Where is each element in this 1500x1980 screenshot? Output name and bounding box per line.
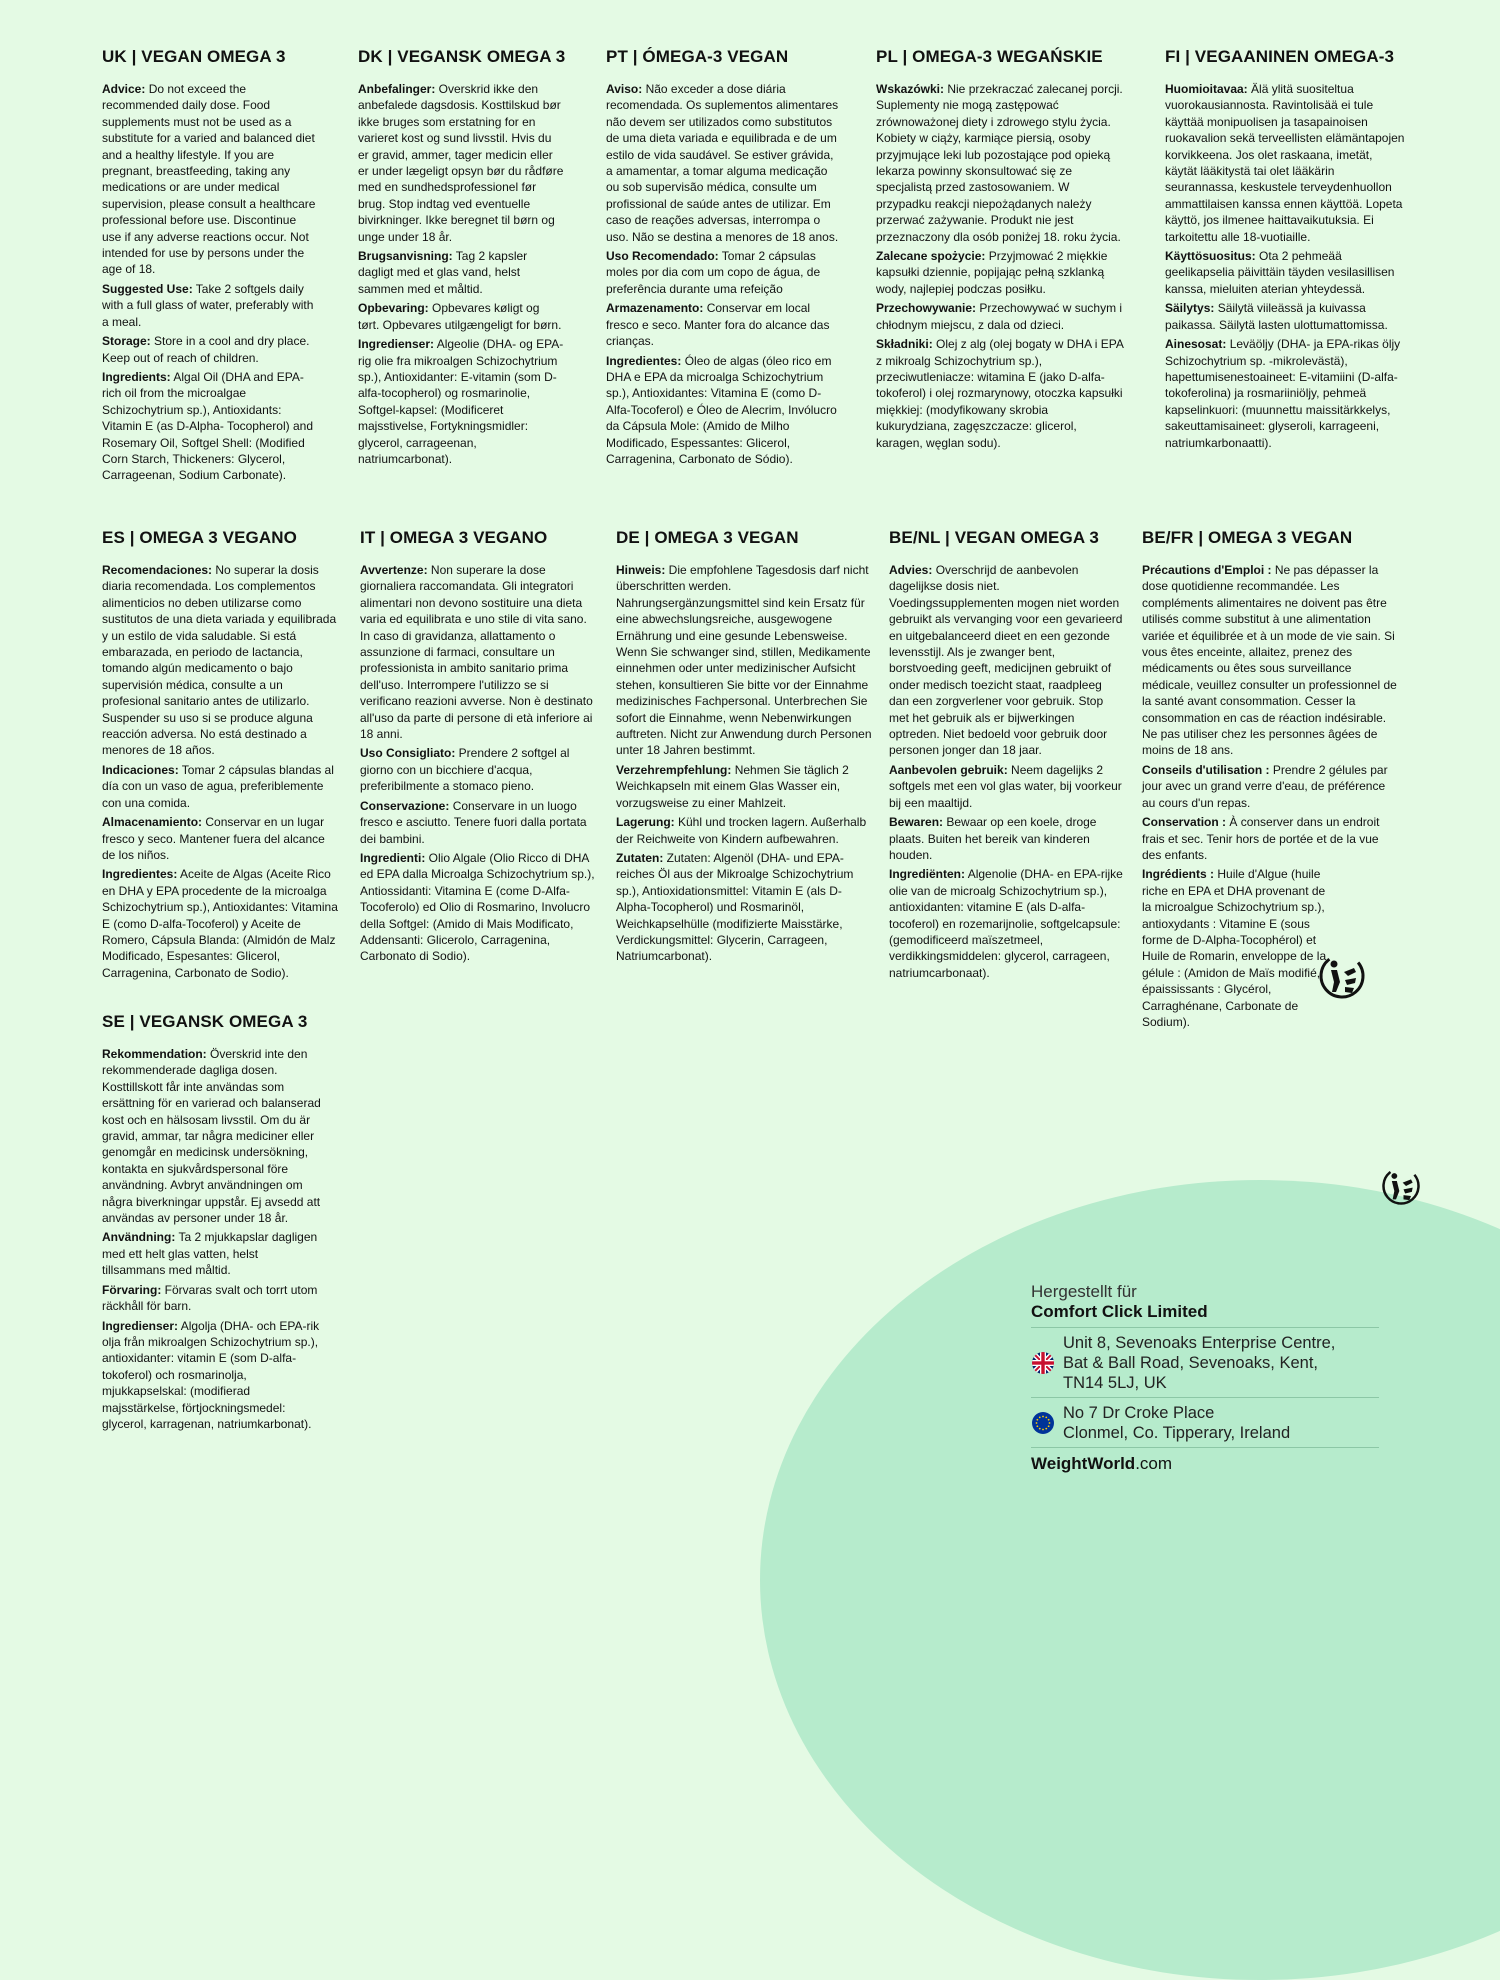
paragraph: Användning: Ta 2 mjukkapslar dagligen med ett helt glas vatten, helst tillsammans med måltid. [102, 1230, 318, 1278]
section-be-nl [889, 528, 1125, 984]
paragraph: Säilytys: Säilytä viileässä ja kuivassa paikassa. Säilytä lasten ulottumattomissa. [1165, 301, 1388, 332]
uk-address: Unit 8, Sevenoaks Enterprise Centre, Bat & Ball Road, Sevenoaks, Kent, TN14 5LJ, UK [1063, 1334, 1336, 1392]
paragraph: Ingredienser: Algolja (DHA- och EPA-rik olja från mikroalgen Schizochytrium sp.), antioxidanter: vitamin E (som D-alfa-tokoferol) och rosmarinolja, mjukkapselskal: (modifierad majsstärkelse, förtjockningsmedel: glycerol, karragenan, natriumkarbonat). [102, 1318, 320, 1431]
company-name: Comfort Click Limited [1031, 1302, 1208, 1321]
section-title: ES | OMEGA 3 VEGANO [102, 528, 297, 547]
paragraph: Rekommendation: Överskrid inte den rekommenderade dagliga dosen. Kosttillskott får inte användas som ersättning för en varierad och balanserad kost och en hälsosam livsstil. Om du är gravid, ammar, tar några mediciner eller genomgår en medicinsk undersökning, kontakta en sjukvårdspersonal före användning. Avbryt användningen om några biverkningar uppstår. Ej avsedd att användas av personer under 18 år. [102, 1047, 321, 1226]
paragraph: Aanbevolen gebruik: Neem dagelijks 2 softgels met een vol glas water, bij voorkeur bij een maaltijd. [889, 762, 1122, 810]
paragraph: Zalecane spożycie: Przyjmować 2 miękkie kapsułki dziennie, popijając pełną szklanką wody, najlepiej podczas posiłku. [876, 249, 1108, 296]
eu-flag-icon [1031, 1411, 1055, 1435]
paragraph: Uso Consigliato: Prendere 2 softgel al giorno con un bicchiere d'acqua, preferibilmente a stomaco pieno. [360, 746, 570, 794]
section-title: BE/FR | OMEGA 3 VEGAN [1142, 528, 1353, 547]
paragraph: Käyttösuositus: Ota 2 pehmeää geelikapselia päivittäin täyden vesilasillisen kanssa, mieluiten aterian yhteydessä. [1165, 249, 1395, 296]
paragraph: Conservazione: Conservare in un luogo fresco e asciutto. Tenere fuori dalla portata dei bambini. [360, 798, 587, 846]
paragraph: Ingrediënten: Algenolie (DHA- en EPA-rijke olie van de microalg Schizochytrium sp.), antioxidanten: vitamine E (als D-alfa-tocoferol) en rozemarijnolie, softgelcapsule: (gemodificeerd maïszetmeel, verdikkingsmiddelen: glycerol, carrageen, natriumcarbonaat). [889, 867, 1123, 980]
paragraph: Brugsanvisning: Tag 2 kapsler dagligt med et glas vand, helst sammen med et måltid. [358, 249, 528, 296]
paragraph: Ingrédients : Huile d'Algue (huile riche en EPA et DHA provenant de la microalgue Schizochytrium sp.), antioxydants : Vitamine E (sous forme de D-Alpha-Tocophérol) et Huile de Romarin, enveloppe de la gélule : (Amidon de Maïs modifié, épaississants : Glycérol, Carraghénane, Carbonate de Sodium). [1142, 867, 1327, 1029]
paragraph: Suggested Use: Take 2 softgels daily with a full glass of water, preferably with a meal. [102, 281, 314, 329]
section-title: FI | VEGAANINEN OMEGA-3 [1165, 47, 1395, 66]
paragraph: Przechowywanie: Przechowywać w suchym i chłodnym miejscu, z dala od dzieci. [876, 301, 1123, 332]
paragraph: Conseils d'utilisation : Prendre 2 gélules par jour avec un grand verre d'eau, de préférence au cours d'un repas. [1142, 762, 1388, 810]
ie-address-row [1031, 1397, 1379, 1447]
paragraph: Wskazówki: Nie przekraczać zalecanej porcji. Suplementy nie mogą zastępować zrównoważonej diety i zdrowego stylu życia. Kobiety w ciąży, karmiące piersią, osoby przyjmujące leki lub pozostające pod opieką lekarza powinny skonsultować się ze specjalistą przed zastosowaniem. W przypadku reakcji niepożądanych należy przerwać zażywanie. Produkt nie jest przeznaczony dla osób poniżej 18. roku życia. [876, 82, 1123, 244]
paragraph: Hinweis: Die empfohlene Tagesdosis darf nicht überschritten werden. Nahrungsergänzungsmittel sind kein Ersatz für eine abwechslungsreiche, ausgewogene Ernährung und eine gesunde Lebensweise. Wenn Sie schwanger sind, stillen, Medikamente einnehmen oder unter medizinischer Aufsicht stehen, konsultieren Sie bitte vor der Einnahme medizinisches Fachpersonal. Unterbrechen Sie sofort die Einnahme, wenn Nebenwirkungen auftreten. Nicht zur Anwendung durch Personen unter 18 Jahren bestimmt. [616, 563, 872, 758]
paragraph: Almacenamiento: Conservar en un lugar fresco y seco. Mantener fuera del alcance de los niños. [102, 815, 325, 862]
section-title: DK | VEGANSK OMEGA 3 [358, 47, 566, 66]
paragraph: Lagerung: Kühl und trocken lagern. Außerhalb der Reichweite von Kindern aufbewahren. [616, 815, 867, 846]
section-pt [606, 47, 842, 470]
section-es [102, 528, 338, 984]
section-pl [876, 47, 1124, 454]
paragraph: Advies: Overschrijd de aanbevolen dagelijkse dosis niet. Voedingssupplementen mogen niet worden gebruikt als vervanging voor een gevarieerd en uitgebalanceerd dieet en een gezonde levensstijl. Als je zwanger bent, borstvoeding geeft, medicijnen gebruikt of onder medisch toezicht staat, raadpleeg dan een zorgverlener voor gebruik. Stop met het gebruik als er bijwerkingen optreden. Niet bedoeld voor gebruik door personen jonger dan 18 jaar. [889, 563, 1123, 758]
paragraph: Ingredientes: Óleo de algas (óleo rico em DHA e EPA da microalga Schizochytrium sp.), Antioxidantes: Vitamina E (como D-Alfa-Tocoferol) e Óleo de Alecrim, Invólucro da Cápsula Mole: (Amido de Milho Modificado, Espessantes: Glicerol, Carragenina, Carbonato de Sódio). [606, 353, 837, 466]
ie-address: No 7 Dr Croke Place Clonmel, Co. Tipperary, Ireland [1063, 1404, 1291, 1442]
uk-address-row [1031, 1327, 1379, 1397]
paragraph: Avvertenze: Non superare la dose giornaliera raccomandata. Gli integratori alimentari non devono sostituire una dieta varia ed equilibrata e uno stile di vita sano. In caso di gravidanza, allattamento o assunzione di farmaci, consultare un professionista in ambito sanitario prima dell'uso. Interrompere l'utilizzo se si verificano reazioni avverse. Non è destinato all'uso da parte di persone di età inferiore ai 18 anni. [360, 563, 593, 742]
paragraph: Aviso: Não exceder a dose diária recomendada. Os suplementos alimentares não devem ser utilizados como substitutos de uma dieta variada e equilibrada e de um estilo de vida saudável. Se estiver grávida, a amamentar, a tomar alguma medicação ou sob supervisão médica, consulte um profissional de saúde antes de utilizar. Em caso de reações adversas, interrompa o uso. Não se destina a menores de 18 anos. [606, 82, 839, 244]
made-for-label: Hergestellt für [1031, 1282, 1137, 1301]
section-title: SE | VEGANSK OMEGA 3 [102, 1012, 308, 1031]
paragraph: Advice: Do not exceed the recommended daily dose. Food supplements must not be used as a substitute for a varied and balanced diet and a healthy lifestyle. If you are pregnant, breastfeeding, taking any medications or are under medical supervision, please consult a healthcare professional before use. Discontinue use if any adverse reactions occur. Not intended for use by persons under the age of 18. [102, 82, 316, 277]
paragraph: Ingredienti: Olio Algale (Olio Ricco di DHA ed EPA dalla Microalga Schizochytrium sp.), Antiossidanti: Vitamina E (come D-Alfa-Tocoferolo) ed Olio di Rosmarino, Involucro della Softgel: (Amido di Mais Modificato, Addensanti: Glicerolo, Carragenina, Carbonato di Sodio). [360, 850, 595, 964]
section-it [360, 528, 596, 968]
paragraph: Anbefalinger: Overskrid ikke den anbefalede dagsdosis. Kosttilskud bør ikke bruges som erstatning for en varieret kost og sund livsstil. Hvis du er gravid, ammer, tager medicin eller er under lægeligt opsyn bør du rådføre med en sundhedsprofessionel før brug. Stop indtag ved eventuelle bivirkninger. Ikke beregnet til børn og unge under 18 år. [358, 82, 564, 244]
paragraph: Verzehrempfehlung: Nehmen Sie täglich 2 Weichkapseln mit einem Glas Wasser ein, vorzugsweise zu einer Mahlzeit. [616, 762, 849, 810]
section-dk [358, 47, 564, 470]
section-title: PL | OMEGA-3 WEGAŃSKIE [876, 47, 1103, 66]
paragraph: Ingredients: Algal Oil (DHA and EPA-rich oil from the microalgae Schizochytrium sp.), Antioxidants: Vitamin E (as D-Alpha- Tocopherol) and Rosemary Oil, Softgel Shell: (Modified Corn Starch, Thickeners: Glycerol, Carrageenan, Sodium Carbonate). [102, 369, 313, 483]
section-de [616, 528, 876, 968]
paragraph: Ainesosat: Leväöljy (DHA- ja EPA-rikas öljy Schizochytrium sp. -mikrolevästä), hapettumisenestoaineet: E-vitamiini (D-alfa-tokoferolina) ja rosmariiniöljy, pehmeä kapselinkuori: (muunnettu maissitärkkelys, sakeuttamisaineet: glyseroli, karrageeni, natriumkarbonaatti). [1165, 337, 1401, 450]
section-title: BE/NL | VEGAN OMEGA 3 [889, 528, 1099, 547]
paragraph: Ingredientes: Aceite de Algas (Aceite Rico en DHA y EPA procedente de la microalga Schizochytrium sp.), Antioxidantes: Vitamina E (como D-alfa-Tocoferol) y Aceite de Romero, Cápsula Blanda: (Almidón de Malz Modificado, Espesantes: Glicerol, Carragenina, Carbonato de Sodio). [102, 867, 338, 980]
paragraph: Zutaten: Zutaten: Algenöl (DHA- und EPA-reiches Öl aus der Mikroalge Schizochytrium sp.), Antioxidationsmittel: Vitamin E (als D-Alpha-Tocopherol) und Rosmarinöl, Weichkapselhülle (modifizierte Maisstärke, Verdickungsmittel: Glycerin, Carrageen, Natriumcarbonat). [616, 850, 854, 964]
section-title: IT | OMEGA 3 VEGANO [360, 528, 548, 547]
triman-recycling-icon [1318, 952, 1366, 1000]
paragraph: Précautions d'Emploi : Ne pas dépasser la dose quotidienne recommandée. Les compléments alimentaires ne doivent pas être utilisés comme substitut à une alimentation variée et équilibrée et à un mode de vie sain. Si vous êtes enceinte, allaitez, prenez des médicaments ou êtes sous surveillance médicale, veuillez consulter un professionnel de la santé avant consommation. Cesser la consommation en cas de réaction indésirable. Ne pas utiliser chez les personnes âgées de moins de 18 ans. [1142, 563, 1397, 758]
section-title: PT | ÓMEGA-3 VEGAN [606, 47, 789, 66]
section-title: DE | OMEGA 3 VEGAN [616, 528, 799, 547]
triman-recycling-icon [1381, 1166, 1421, 1206]
paragraph: Recomendaciones: No superar la dosis diaria recomendada. Los complementos alimenticios no deben utilizarse como sustitutos de una dieta variada y equilibrada y un estilo de vida saludable. Si está embarazada, en periodo de lactancia, tomando algún medicamento o bajo supervisión médica, consulte a un profesional sanitario antes de utilizarlo. Suspender su uso si se produce alguna reacción adversa. No está destinado a menores de 18 años. [102, 563, 337, 758]
paragraph: Ingredienser: Algeolie (DHA- og EPA-rig olie fra mikroalgen Schizochytrium sp.), Antioxidanter: E-vitamin (som D-alfa-tocopherol) og rosmarinolie, Softgel-kapsel: (Modificeret majsstivelse, Fortykningsmidler: glycerol, carrageenan, natriumcarbonat). [358, 337, 564, 466]
paragraph: Huomioitavaa: Älä ylitä suositeltua vuorokausiannosta. Ravintolisää ei tule käyttää monipuolisen ja tasapainoisen ruokavalion sekä terveellisten elämäntapojen korvikkeena. Jos olet raskaana, imetät, käytät lääkitystä tai olet lääkärin seurannassa, keskustele terveydenhuollon ammattilaisen kanssa ennen käyttöä. Lopeta käyttö, jos ilmenee haittavaikutuksia. Ei tarkoitettu alle 18-vuotiaille. [1165, 82, 1405, 244]
section-se [102, 1012, 324, 1435]
paragraph: Uso Recomendado: Tomar 2 cápsulas moles por dia com um copo de água, de preferência durante uma refeição [606, 249, 821, 296]
website-link[interactable]: WeightWorld.com [1031, 1447, 1379, 1474]
paragraph: Indicaciones: Tomar 2 cápsulas blandas al día con un vaso de agua, preferiblemente con una comida. [102, 762, 334, 810]
uk-flag-icon [1031, 1351, 1055, 1375]
paragraph: Storage: Store in a cool and dry place. Keep out of reach of children. [102, 334, 310, 365]
paragraph: Armazenamento: Conservar em local fresco e seco. Manter fora do alcance das crianças. [606, 301, 830, 349]
paragraph: Bewaren: Bewaar op een koele, droge plaats. Buiten het bereik van kinderen houden. [889, 815, 1097, 862]
manufacturer-block [1031, 1282, 1379, 1474]
paragraph: Conservation : À conserver dans un endroit frais et sec. Tenir hors de portée et de la vue des enfants. [1142, 815, 1380, 862]
paragraph: Składniki: Olej z alg (olej bogaty w DHA i EPA z mikroalg Schizochytrium sp.), przeciwutleniacze: witamina E (jako D-alfa-tokoferol) i olej rozmarynowy, otoczka kapsułki miękkiej: (modyfikowany skrobia kukurydziana, zagęszczacze: glicerol, karagen, węglan sodu). [876, 337, 1124, 450]
section-title: UK | VEGAN OMEGA 3 [102, 47, 286, 66]
paragraph: Förvaring: Förvaras svalt och torrt utom räckhåll för barn. [102, 1282, 318, 1314]
paragraph: Opbevaring: Opbevares køligt og tørt. Opbevares utilgængeligt for børn. [358, 301, 562, 332]
section-uk [102, 47, 318, 487]
section-fi [1165, 47, 1407, 454]
